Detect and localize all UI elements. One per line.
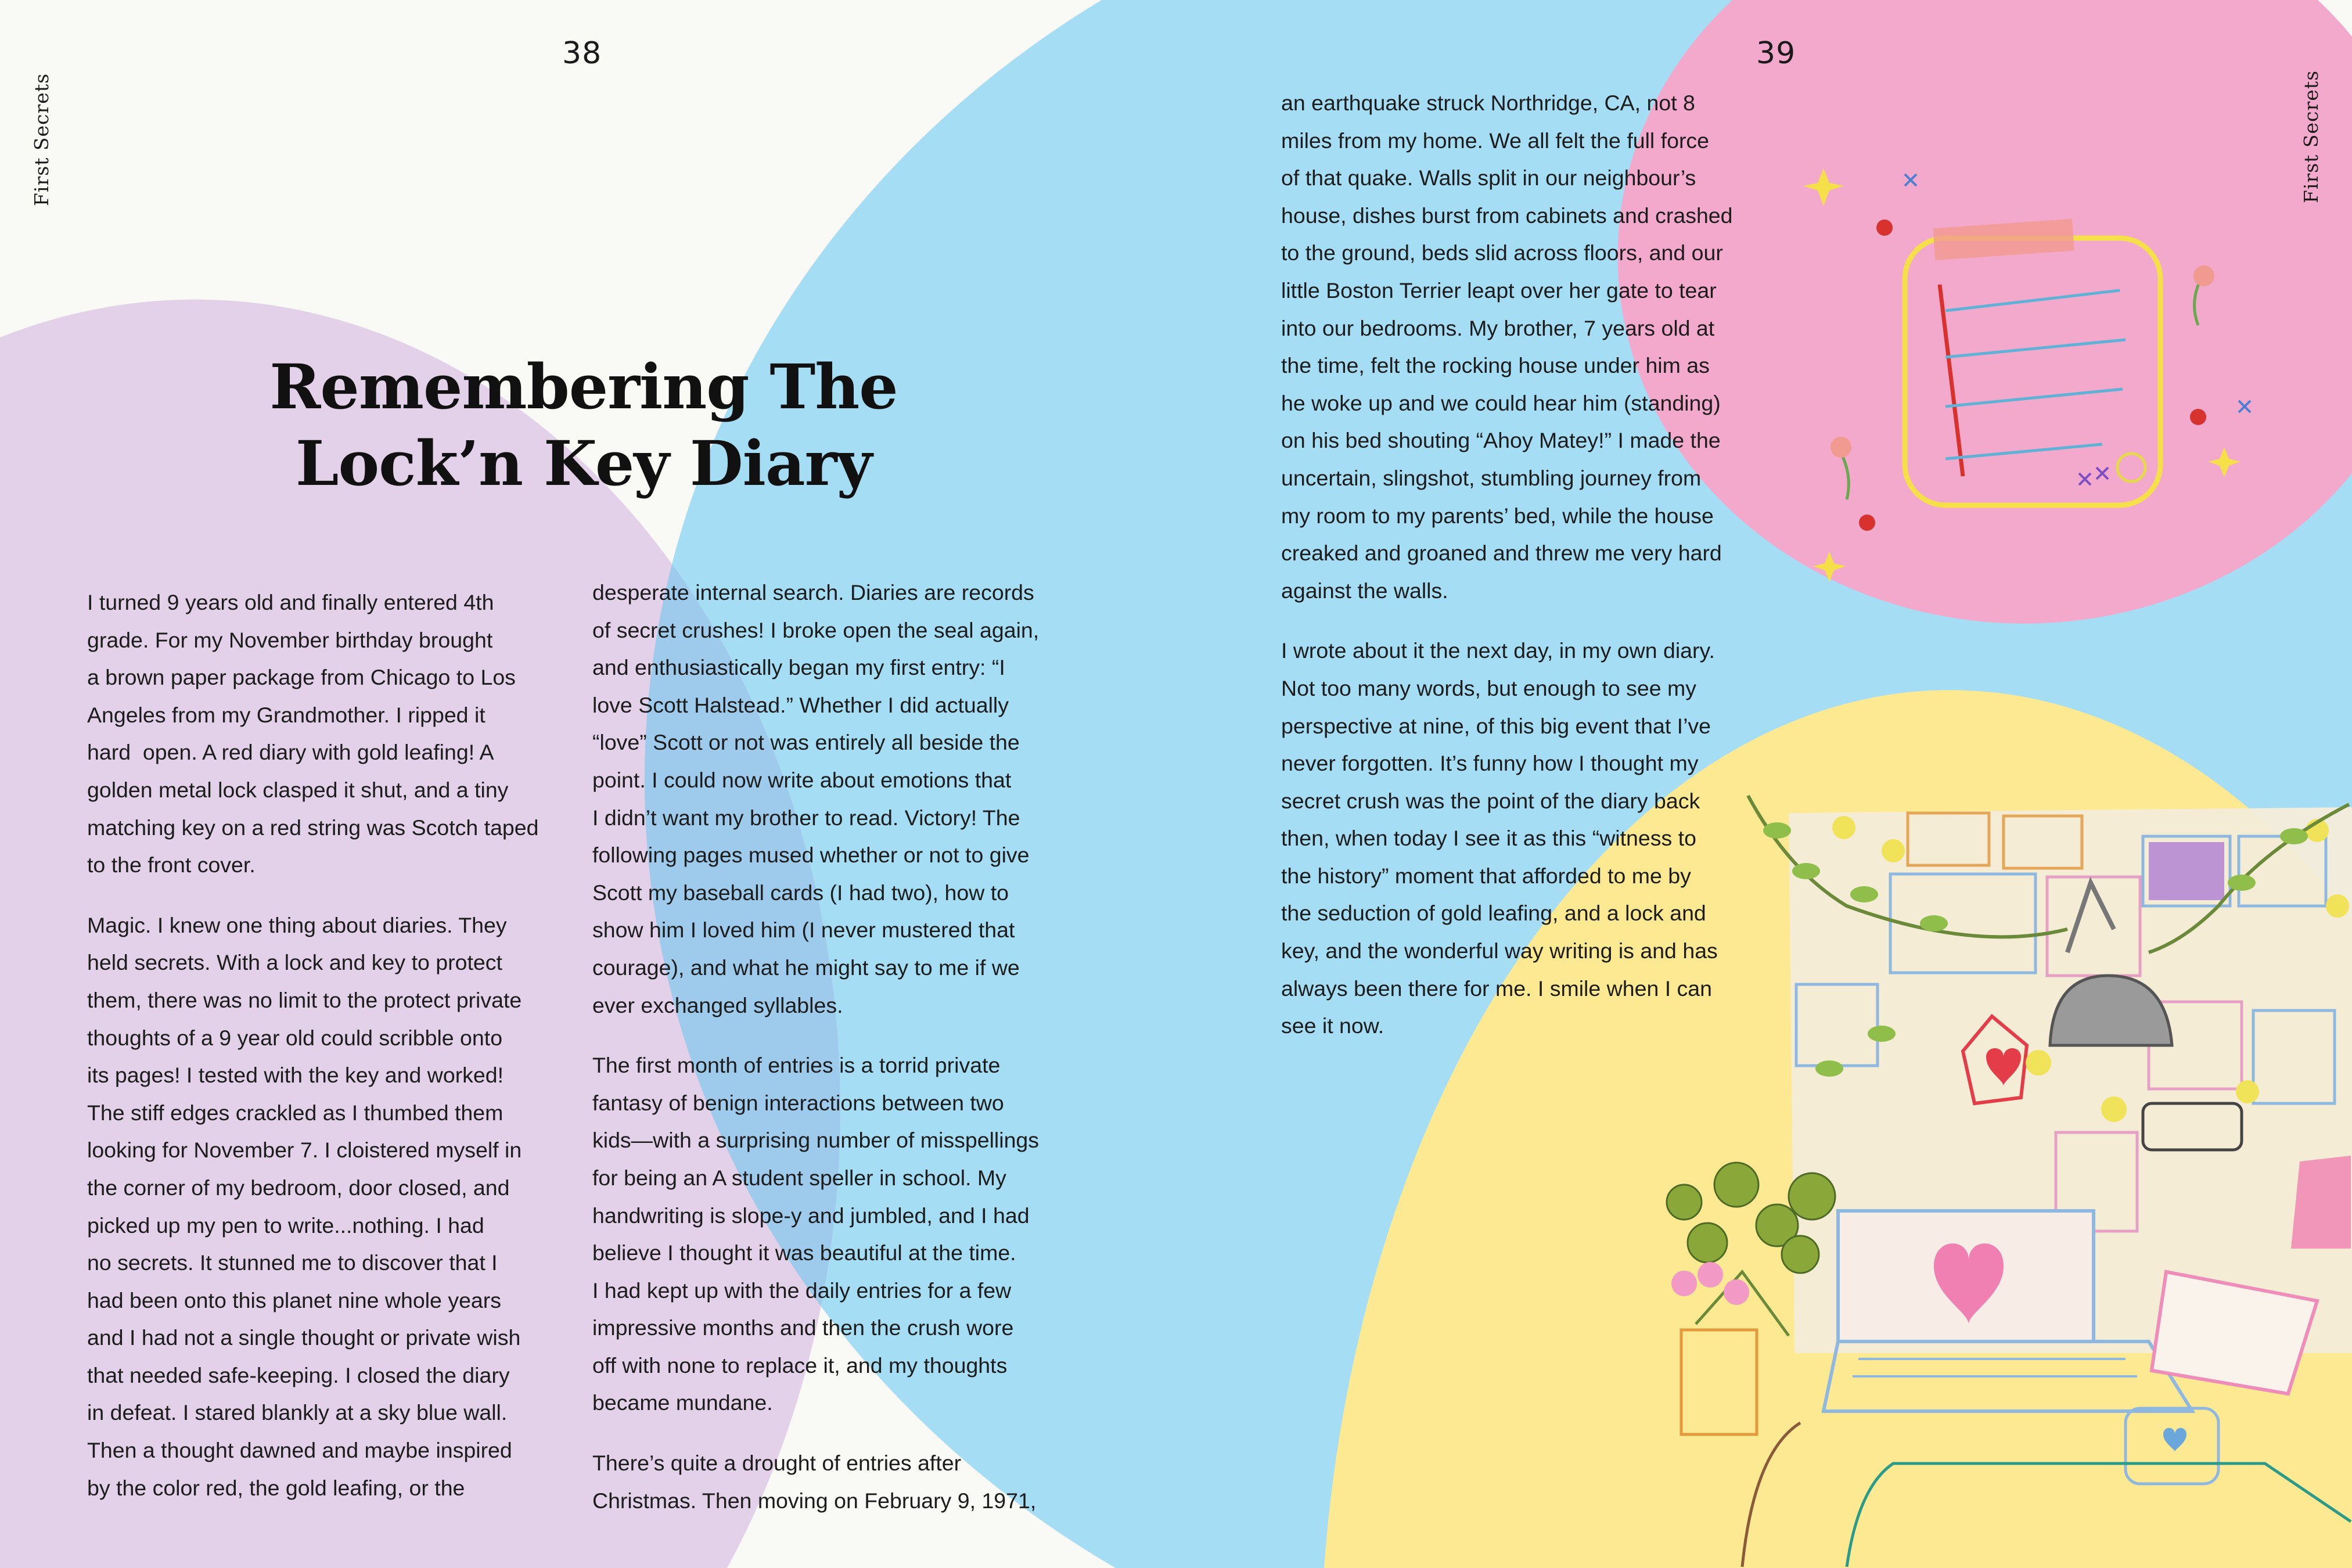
text-line: little Boston Terrier leapt over her gate to tear	[1281, 278, 1717, 303]
paragraph	[87, 907, 539, 1507]
text-line: to the ground, beds slid across floors, and our	[1281, 240, 1723, 265]
text-line: to the front cover.	[87, 853, 256, 877]
running-head-right: First Secrets	[2300, 70, 2322, 203]
text-line: a brown paper package from Chicago to Los	[87, 665, 516, 690]
text-line: for being an A student speller in school. My	[592, 1165, 1006, 1190]
page-number-left: 38	[562, 36, 602, 71]
text-line: the corner of my bedroom, door closed, and	[87, 1175, 510, 1200]
title-line: Remembering The	[269, 350, 898, 423]
text-line: thoughts of a 9 year old could scribble onto	[87, 1025, 503, 1050]
text-line: never forgotten. It’s funny how I thought my	[1281, 751, 1699, 776]
text-line: and I had not a single thought or private wish	[87, 1325, 521, 1350]
text-line: I didn’t want my brother to read. Victory! The	[592, 805, 1020, 830]
paragraph	[1281, 632, 1733, 1045]
text-line: of that quake. Walls split in our neighbour’s	[1281, 166, 1696, 190]
text-line: matching key on a red string was Scotch taped	[87, 815, 539, 840]
text-line: fantasy of benign interactions between two	[592, 1090, 1004, 1115]
text-line: Scott my baseball cards (I had two), how to	[592, 880, 1009, 905]
text-line: uncertain, slingshot, stumbling journey from	[1281, 465, 1702, 490]
text-line: no secrets. It stunned me to discover that I	[87, 1250, 498, 1275]
text-line: Christmas. Then moving on February 9, 1971,	[592, 1488, 1037, 1513]
text-line: off with none to replace it, and my thoughts	[592, 1353, 1008, 1378]
text-line: I turned 9 years old and finally entered 4th	[87, 590, 494, 614]
text-line: my room to my parents’ bed, while the house	[1281, 503, 1714, 528]
paragraph	[1281, 84, 1733, 609]
text-line: against the walls.	[1281, 578, 1448, 603]
page-number-right: 39	[1756, 36, 1796, 71]
text-line: kids—with a surprising number of misspellings	[592, 1128, 1040, 1153]
text-line: an earthquake struck Northridge, CA, not 8	[1281, 91, 1695, 115]
text-line: creaked and groaned and threw me very hard	[1281, 541, 1722, 566]
text-line: then, when today I see it as this “witness to	[1281, 826, 1696, 851]
text-line: believe I thought it was beautiful at the time.	[592, 1240, 1016, 1265]
text-line: them, there was no limit to the protect private	[87, 987, 522, 1012]
text-line: that needed safe-keeping. I closed the diary	[87, 1362, 510, 1387]
paragraph	[592, 574, 1039, 1024]
text-line: courage), and what he might say to me if we	[592, 955, 1020, 980]
text-line: always been there for me. I smile when I can	[1281, 976, 1713, 1001]
text-line: The stiff edges crackled as I thumbed them	[87, 1100, 504, 1125]
text-line: he woke up and we could hear him (standing)	[1281, 390, 1721, 415]
text-line: golden metal lock clasped it shut, and a tiny	[87, 777, 509, 802]
text-line: house, dishes burst from cabinets and crashed	[1281, 203, 1733, 228]
text-line: looking for November 7. I cloistered myself in	[87, 1138, 522, 1163]
text-line: its pages! I tested with the key and worked!	[87, 1063, 504, 1088]
paragraph	[592, 1444, 1039, 1519]
text-line: ever exchanged syllables.	[592, 992, 843, 1017]
paragraph	[87, 584, 539, 884]
text-line: on his bed shouting “Ahoy Matey!” I made the	[1281, 428, 1721, 453]
text-line: see it now.	[1281, 1013, 1384, 1038]
text-line: the time, felt the rocking house under him as	[1281, 353, 1710, 378]
text-line: The first month of entries is a torrid private	[592, 1053, 1001, 1078]
text-line: Angeles from my Grandmother. I ripped it	[87, 702, 485, 727]
text-line: of secret crushes! I broke open the seal again,	[592, 617, 1040, 642]
text-line: and enthusiastically began my first entry: “I	[592, 655, 1005, 680]
text-line: love Scott Halstead.” Whether I did actually	[592, 692, 1009, 717]
text-line: impressive months and then the crush wore	[592, 1315, 1014, 1340]
text-line: held secrets. With a lock and key to protect	[87, 950, 502, 975]
text-line: perspective at nine, of this big event that I’ve	[1281, 713, 1711, 738]
body-column-3	[1281, 84, 1733, 1045]
body-column-2	[592, 574, 1039, 1519]
body-column-1	[87, 584, 539, 1506]
text-line: handwriting is slope-y and jumbled, and I had	[592, 1203, 1030, 1228]
text-line: grade. For my November birthday brought	[87, 627, 493, 652]
text-line: Then a thought dawned and maybe inspired	[87, 1438, 512, 1463]
text-line: had been onto this planet nine whole years	[87, 1288, 502, 1312]
text-line: secret crush was the point of the diary back	[1281, 788, 1700, 813]
text-line: in defeat. I stared blankly at a sky blue wall.	[87, 1400, 508, 1425]
title-line: Lock’n Key Diary	[295, 427, 872, 499]
paragraph	[592, 1046, 1039, 1422]
text-line: the history” moment that afforded to me by	[1281, 863, 1691, 888]
text-line: I wrote about it the next day, in my own diary.	[1281, 638, 1715, 663]
text-line: There’s quite a drought of entries after	[592, 1451, 962, 1476]
text-line: following pages mused whether or not to give	[592, 843, 1030, 868]
running-head-left: First Secrets	[30, 73, 53, 206]
text-line: Not too many words, but enough to see my	[1281, 675, 1696, 700]
article-title	[174, 348, 993, 502]
text-line: “love” Scott or not was entirely all beside the	[592, 730, 1020, 755]
text-line: the seduction of gold leafing, and a lock and	[1281, 901, 1706, 926]
text-line: Magic. I knew one thing about diaries. They	[87, 912, 507, 937]
text-line: miles from my home. We all felt the full force	[1281, 128, 1710, 153]
text-line: hard open. A red diary with gold leafing! A	[87, 740, 494, 765]
text-line: became mundane.	[592, 1390, 773, 1415]
text-line: by the color red, the gold leafing, or the	[87, 1475, 465, 1500]
text-line: key, and the wonderful way writing is and has	[1281, 938, 1718, 963]
text-line: picked up my pen to write...nothing. I had	[87, 1213, 484, 1238]
text-line: show him I loved him (I never mustered that	[592, 918, 1015, 943]
text-line: point. I could now write about emotions that	[592, 767, 1012, 792]
text-line: into our bedrooms. My brother, 7 years old at	[1281, 315, 1715, 340]
text-line: desperate internal search. Diaries are records	[592, 580, 1034, 605]
text-line: I had kept up with the daily entries for a few	[592, 1278, 1012, 1303]
